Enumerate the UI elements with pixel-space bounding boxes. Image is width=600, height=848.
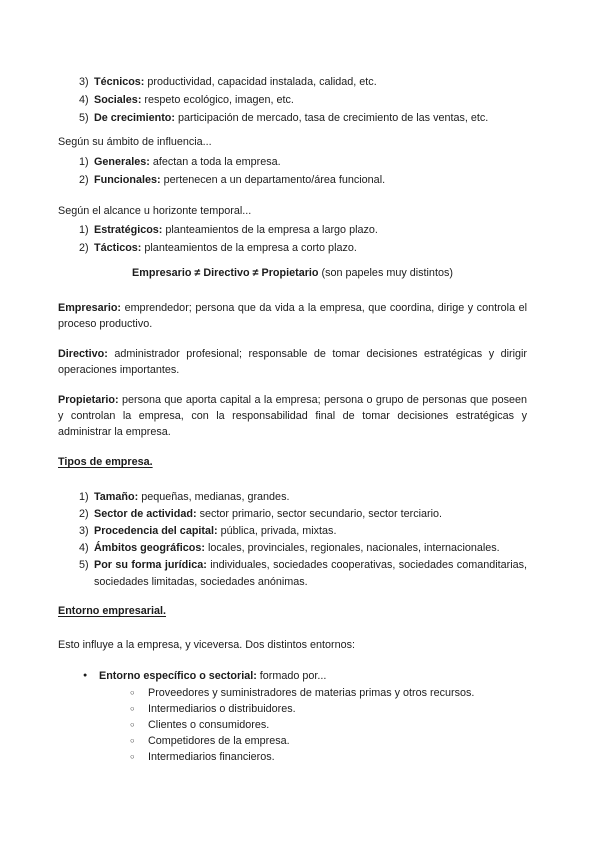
term: Sector de actividad:: [94, 508, 197, 520]
term: De crecimiento:: [94, 112, 176, 124]
list-item: [58, 506, 527, 523]
desc: formado por...: [259, 670, 327, 682]
heading-text: Tipos de empresa.: [58, 456, 153, 468]
paragraph-directivo: [58, 346, 527, 378]
term: Sociales:: [94, 94, 142, 106]
desc: sector primario, sector secundario, sector terciario.: [199, 508, 443, 520]
alcance-intro: Según el alcance u horizonte temporal...: [58, 205, 252, 217]
bullet-text: [99, 668, 527, 685]
list-item: [58, 153, 527, 171]
paragraph-empresario: [58, 300, 527, 332]
list-number: 3): [79, 525, 89, 537]
list-text: [94, 91, 527, 109]
list-text: [94, 239, 527, 257]
bullet-item: [58, 668, 527, 685]
entorno-sub-list: [58, 685, 527, 766]
term: Tácticos:: [94, 242, 142, 254]
roles-line-bold: Empresario ≠ Directivo ≠ Propietario: [132, 267, 319, 279]
term: Ámbitos geográficos:: [94, 542, 205, 554]
term: Propietario:: [58, 394, 119, 406]
desc: planteamientos de la empresa a largo plazo.: [165, 224, 378, 236]
desc: participación de mercado, tasa de crecimiento de las ventas, etc.: [178, 112, 489, 124]
desc: administrador profesional; responsable de tomar decisiones estratégicas y dirigir operaciones importantes.: [58, 348, 527, 376]
list-text: [94, 73, 527, 91]
term: Por su forma jurídica:: [94, 559, 207, 571]
term: Técnicos:: [94, 76, 145, 88]
list-number: 1): [79, 156, 89, 168]
alcance-list: [58, 221, 527, 257]
section-heading-tipos: [58, 454, 527, 470]
term: Funcionales:: [94, 174, 161, 186]
list-number: 4): [79, 94, 89, 106]
desc: pública, privada, mixtas.: [220, 525, 337, 537]
list-item: [58, 540, 527, 557]
term: Procedencia del capital:: [94, 525, 218, 537]
circle-bullet-icon: ○: [130, 703, 135, 713]
list-number: 3): [79, 76, 89, 88]
sub-bullet-text: Intermediarios financieros.: [148, 751, 275, 764]
ambito-list: [58, 153, 527, 189]
section-heading-entorno: [58, 603, 527, 619]
list-number: 2): [79, 174, 89, 186]
list-number: 1): [79, 224, 89, 236]
list-item: [58, 109, 527, 127]
list-text: [94, 171, 527, 189]
list-item: [58, 239, 527, 257]
list-number: 2): [79, 508, 89, 520]
circle-bullet-icon: ○: [130, 752, 135, 762]
roles-line: [58, 265, 527, 281]
list-item: [58, 523, 527, 540]
list-text: [94, 523, 527, 540]
sub-bullet-text: Clientes o consumidores.: [148, 718, 270, 731]
list-item: [58, 221, 527, 239]
sub-bullet-item: [58, 717, 527, 733]
list-number: 2): [79, 242, 89, 254]
heading-text: Entorno empresarial.: [58, 605, 167, 617]
bullet-icon: ●: [83, 672, 88, 679]
desc: pertenecen a un departamento/área funcional.: [163, 174, 386, 186]
term: Generales:: [94, 156, 150, 168]
ambito-intro: Según su ámbito de influencia...: [58, 136, 212, 148]
circle-bullet-icon: ○: [130, 687, 135, 697]
list-text: [94, 506, 527, 523]
sub-bullet-item: [58, 749, 527, 765]
list-text: [94, 540, 527, 557]
desc: productividad, capacidad instalada, calidad, etc.: [147, 76, 377, 88]
list-text: [94, 489, 527, 506]
term: Directivo:: [58, 348, 108, 360]
list-item: [58, 171, 527, 189]
list-number: 4): [79, 542, 89, 554]
desc: planteamientos de la empresa a corto plazo.: [144, 242, 357, 254]
sub-bullet-item: [58, 733, 527, 749]
term: Tamaño:: [94, 491, 139, 503]
term: Empresario:: [58, 302, 122, 314]
list-text: [94, 109, 527, 127]
paragraph-propietario: [58, 392, 527, 440]
sub-bullet-text: Competidores de la empresa.: [148, 735, 290, 748]
term: Estratégicos:: [94, 224, 163, 236]
list-text: [94, 557, 527, 591]
circle-bullet-icon: ○: [130, 736, 135, 746]
list-item: [58, 73, 527, 91]
list-item: [58, 557, 527, 591]
list-number: 5): [79, 112, 89, 124]
desc: pequeñas, medianas, grandes.: [141, 491, 290, 503]
list-number: 1): [79, 491, 89, 503]
desc: afectan a toda la empresa.: [152, 156, 281, 168]
sub-bullet-text: Intermediarios o distribuidores.: [148, 702, 296, 715]
desc: emprendedor; persona que da vida a la empresa, que coordina, dirige y controla el proceso productivo.: [58, 302, 528, 330]
list-item: [58, 489, 527, 506]
entorno-intro: Esto influye a la empresa, y viceversa. Dos distintos entornos:: [58, 639, 356, 651]
term: Entorno específico o sectorial:: [99, 670, 257, 682]
desc: persona que aporta capital a la empresa; persona o grupo de personas que poseen y controlan la empresa, con la responsabilidad final de tomar decisiones estratégicas y administrar la empresa.: [58, 394, 528, 438]
desc: locales, provinciales, regionales, nacionales, internacionales.: [207, 542, 500, 554]
sub-bullet-item: [58, 685, 527, 701]
list-item: [58, 91, 527, 109]
sub-bullet-text: Proveedores y suministradores de materias primas y otros recursos.: [148, 686, 475, 699]
tipos-list: [58, 489, 527, 591]
roles-line-normal: (son papeles muy distintos): [321, 267, 453, 279]
circle-bullet-icon: ○: [130, 719, 135, 729]
objetivos-list: [58, 73, 527, 127]
desc: respeto ecológico, imagen, etc.: [144, 94, 294, 106]
desc: individuales, sociedades cooperativas, sociedades comanditarias, sociedades limitadas, sociedades anónimas.: [94, 559, 528, 588]
list-text: [94, 153, 527, 171]
list-number: 5): [79, 559, 89, 571]
list-text: [94, 221, 527, 239]
sub-bullet-item: [58, 701, 527, 717]
